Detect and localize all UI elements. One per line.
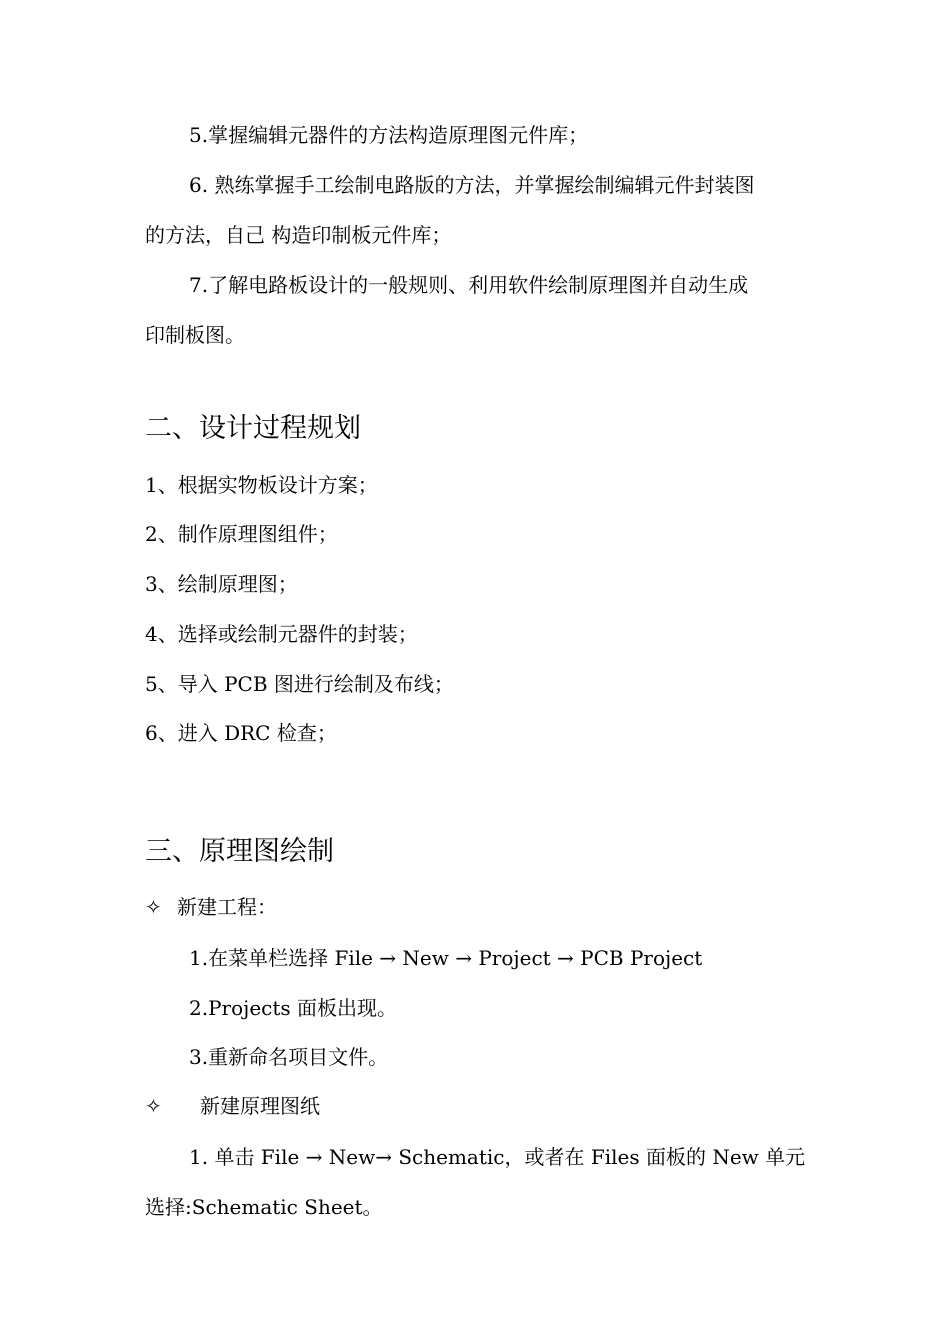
diamond-star-icon: ✧ (145, 895, 162, 919)
new-project-step-2: 2.Projects 面板出现。 (189, 996, 398, 1020)
new-schematic-label: 新建原理图纸 (200, 1094, 320, 1118)
new-project-bullet (145, 894, 277, 920)
goal-item-7-line-1: 7.了解电路板设计的一般规则、利用软件绘制原理图并自动生成 (189, 273, 749, 297)
section-3-heading: 三、原理图绘制 (145, 836, 334, 867)
goal-item-6-line-2: 的方法，自己 构造印制板元件库； (145, 223, 452, 247)
plan-step-6: 6、进入 DRC 检查； (145, 721, 337, 745)
section-2-heading: 二、设计过程规划 (145, 413, 361, 444)
new-schematic-bullet (145, 1093, 320, 1119)
plan-step-1: 1、根据实物板设计方案； (145, 473, 378, 497)
new-schematic-step-1-line-2: 选择:Schematic Sheet。 (145, 1195, 383, 1219)
new-project-step-3: 3.重新命名项目文件。 (189, 1045, 389, 1069)
goal-item-5: 5.掌握编辑元器件的方法构造原理图元件库； (189, 123, 589, 147)
new-project-step-1: 1.在菜单栏选择 File → New → Project → PCB Project (189, 946, 703, 970)
goal-item-7-line-2: 印制板图。 (145, 323, 245, 347)
new-project-label: 新建工程： (177, 895, 277, 919)
plan-step-5: 5、导入 PCB 图进行绘制及布线； (145, 672, 454, 696)
diamond-star-icon: ✧ (145, 1094, 162, 1118)
plan-step-4: 4、选择或绘制元器件的封装； (145, 622, 418, 646)
plan-step-2: 2、制作原理图组件； (145, 522, 338, 546)
new-schematic-step-1-line-1: 1. 单击 File → New→ Schematic，或者在 Files 面板的 New 单元 (189, 1145, 806, 1169)
plan-step-3: 3、绘制原理图； (145, 572, 298, 596)
goal-item-6-line-1: 6. 熟练掌握手工绘制电路版的方法，并掌握绘制编辑元件封装图 (189, 173, 755, 197)
